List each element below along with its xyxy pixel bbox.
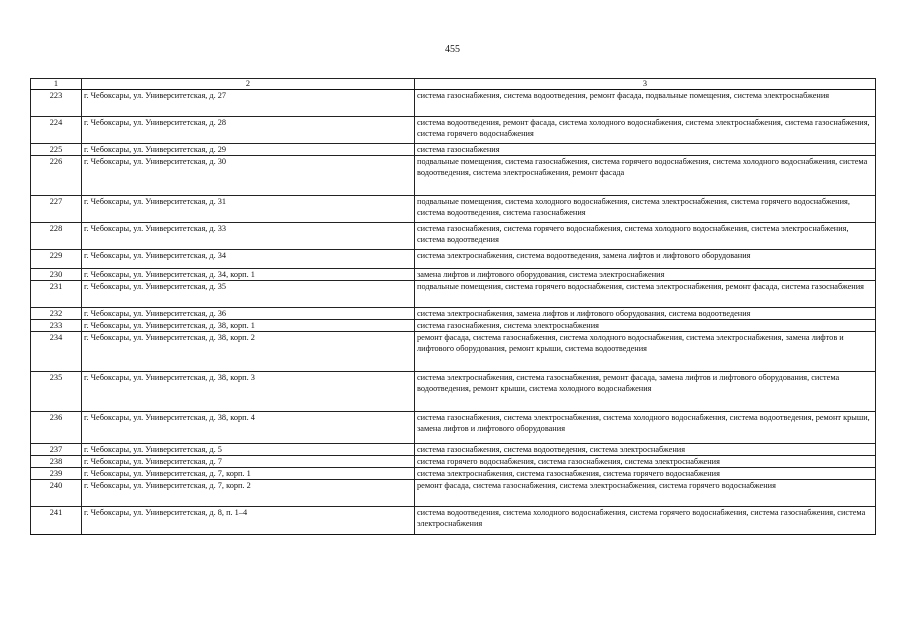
address-cell: г. Чебоксары, ул. Университетская, д. 38, корп. 2 — [82, 332, 415, 372]
table-row — [31, 308, 876, 320]
table-row — [31, 144, 876, 156]
works-cell: система газоснабжения — [415, 144, 876, 156]
row-number-cell: 237 — [31, 444, 82, 456]
address-cell: г. Чебоксары, ул. Университетская, д. 29 — [82, 144, 415, 156]
table-row — [31, 269, 876, 281]
column-header-number: 1 — [31, 79, 82, 90]
table-row — [31, 281, 876, 308]
works-cell: система электроснабжения, система газоснабжения, ремонт фасада, замена лифтов и лифтового оборудования, система водоотведения, ремонт крыши, система холодного водоснабжения — [415, 372, 876, 412]
works-cell: система водоотведения, ремонт фасада, система холодного водоснабжения, система электроснабжения, система газоснабжения, система горячего водоснабжения — [415, 117, 876, 144]
address-cell: г. Чебоксары, ул. Университетская, д. 30 — [82, 156, 415, 196]
row-number-cell: 227 — [31, 196, 82, 223]
address-cell: г. Чебоксары, ул. Университетская, д. 8, п. 1–4 — [82, 507, 415, 535]
table-row — [31, 480, 876, 507]
row-number-cell: 234 — [31, 332, 82, 372]
row-number-cell: 241 — [31, 507, 82, 535]
address-cell: г. Чебоксары, ул. Университетская, д. 38, корп. 4 — [82, 412, 415, 444]
works-table — [30, 78, 876, 535]
row-number-cell: 236 — [31, 412, 82, 444]
address-cell: г. Чебоксары, ул. Университетская, д. 7, корп. 1 — [82, 468, 415, 480]
works-cell: система электроснабжения, система газоснабжения, система горячего водоснабжения — [415, 468, 876, 480]
address-cell: г. Чебоксары, ул. Университетская, д. 34 — [82, 250, 415, 269]
table-row — [31, 507, 876, 535]
table-row — [31, 196, 876, 223]
address-cell: г. Чебоксары, ул. Университетская, д. 7, корп. 2 — [82, 480, 415, 507]
column-header-works: 3 — [415, 79, 876, 90]
address-cell: г. Чебоксары, ул. Университетская, д. 27 — [82, 90, 415, 117]
row-number-cell: 238 — [31, 456, 82, 468]
works-cell: система газоснабжения, система горячего водоснабжения, система холодного водоснабжения, система электроснабжения, система водоотведения — [415, 223, 876, 250]
works-cell: система газоснабжения, система электроснабжения, система холодного водоснабжения, система водоотведения, ремонт крыши, замена лифтов и лифтового оборудования — [415, 412, 876, 444]
works-cell: система электроснабжения, замена лифтов и лифтового оборудования, система водоотведения — [415, 308, 876, 320]
table-row — [31, 444, 876, 456]
works-cell: замена лифтов и лифтового оборудования, система электроснабжения — [415, 269, 876, 281]
works-cell: ремонт фасада, система газоснабжения, система холодного водоснабжения, система электроснабжения, замена лифтов и лифтового оборудования, ремонт крыши, система водоотведения — [415, 332, 876, 372]
row-number-cell: 229 — [31, 250, 82, 269]
works-cell: система водоотведения, система холодного водоснабжения, система горячего водоснабжения, система газоснабжения, система электроснабжения — [415, 507, 876, 535]
table-row — [31, 90, 876, 117]
row-number-cell: 239 — [31, 468, 82, 480]
row-number-cell: 225 — [31, 144, 82, 156]
page-number: 455 — [445, 44, 460, 55]
table-body — [31, 90, 876, 535]
works-cell: система газоснабжения, система водоотведения, ремонт фасада, подвальные помещения, система электроснабжения — [415, 90, 876, 117]
row-number-cell: 231 — [31, 281, 82, 308]
address-cell: г. Чебоксары, ул. Университетская, д. 35 — [82, 281, 415, 308]
table-row — [31, 320, 876, 332]
column-header-address: 2 — [82, 79, 415, 90]
address-cell: г. Чебоксары, ул. Университетская, д. 33 — [82, 223, 415, 250]
table-row — [31, 412, 876, 444]
row-number-cell: 232 — [31, 308, 82, 320]
table-row — [31, 223, 876, 250]
row-number-cell: 228 — [31, 223, 82, 250]
address-cell: г. Чебоксары, ул. Университетская, д. 38, корп. 1 — [82, 320, 415, 332]
row-number-cell: 230 — [31, 269, 82, 281]
address-cell: г. Чебоксары, ул. Университетская, д. 36 — [82, 308, 415, 320]
works-cell: подвальные помещения, система газоснабжения, система горячего водоснабжения, система холодного водоснабжения, система водоотведения, система электроснабжения, ремонт фасада — [415, 156, 876, 196]
row-number-cell: 240 — [31, 480, 82, 507]
address-cell: г. Чебоксары, ул. Университетская, д. 31 — [82, 196, 415, 223]
address-cell: г. Чебоксары, ул. Университетская, д. 34, корп. 1 — [82, 269, 415, 281]
works-cell: система горячего водоснабжения, система газоснабжения, система электроснабжения — [415, 456, 876, 468]
address-cell: г. Чебоксары, ул. Университетская, д. 28 — [82, 117, 415, 144]
address-cell: г. Чебоксары, ул. Университетская, д. 38, корп. 3 — [82, 372, 415, 412]
row-number-cell: 233 — [31, 320, 82, 332]
works-cell: система электроснабжения, система водоотведения, замена лифтов и лифтового оборудования — [415, 250, 876, 269]
works-cell: подвальные помещения, система холодного водоснабжения, система электроснабжения, система горячего водоснабжения, система водоотведения, система газоснабжения — [415, 196, 876, 223]
table-row — [31, 250, 876, 269]
table-row — [31, 468, 876, 480]
table-row — [31, 456, 876, 468]
address-cell: г. Чебоксары, ул. Университетская, д. 5 — [82, 444, 415, 456]
works-cell: ремонт фасада, система газоснабжения, система электроснабжения, система горячего водоснабжения — [415, 480, 876, 507]
table-row — [31, 117, 876, 144]
row-number-cell: 224 — [31, 117, 82, 144]
works-cell: подвальные помещения, система горячего водоснабжения, система электроснабжения, ремонт фасада, система газоснабжения — [415, 281, 876, 308]
row-number-cell: 223 — [31, 90, 82, 117]
row-number-cell: 235 — [31, 372, 82, 412]
row-number-cell: 226 — [31, 156, 82, 196]
table-header-row — [31, 79, 876, 90]
table-row — [31, 372, 876, 412]
works-cell: система газоснабжения, система водоотведения, система электроснабжения — [415, 444, 876, 456]
works-cell: система газоснабжения, система электроснабжения — [415, 320, 876, 332]
table-row — [31, 332, 876, 372]
address-cell: г. Чебоксары, ул. Университетская, д. 7 — [82, 456, 415, 468]
table-row — [31, 156, 876, 196]
